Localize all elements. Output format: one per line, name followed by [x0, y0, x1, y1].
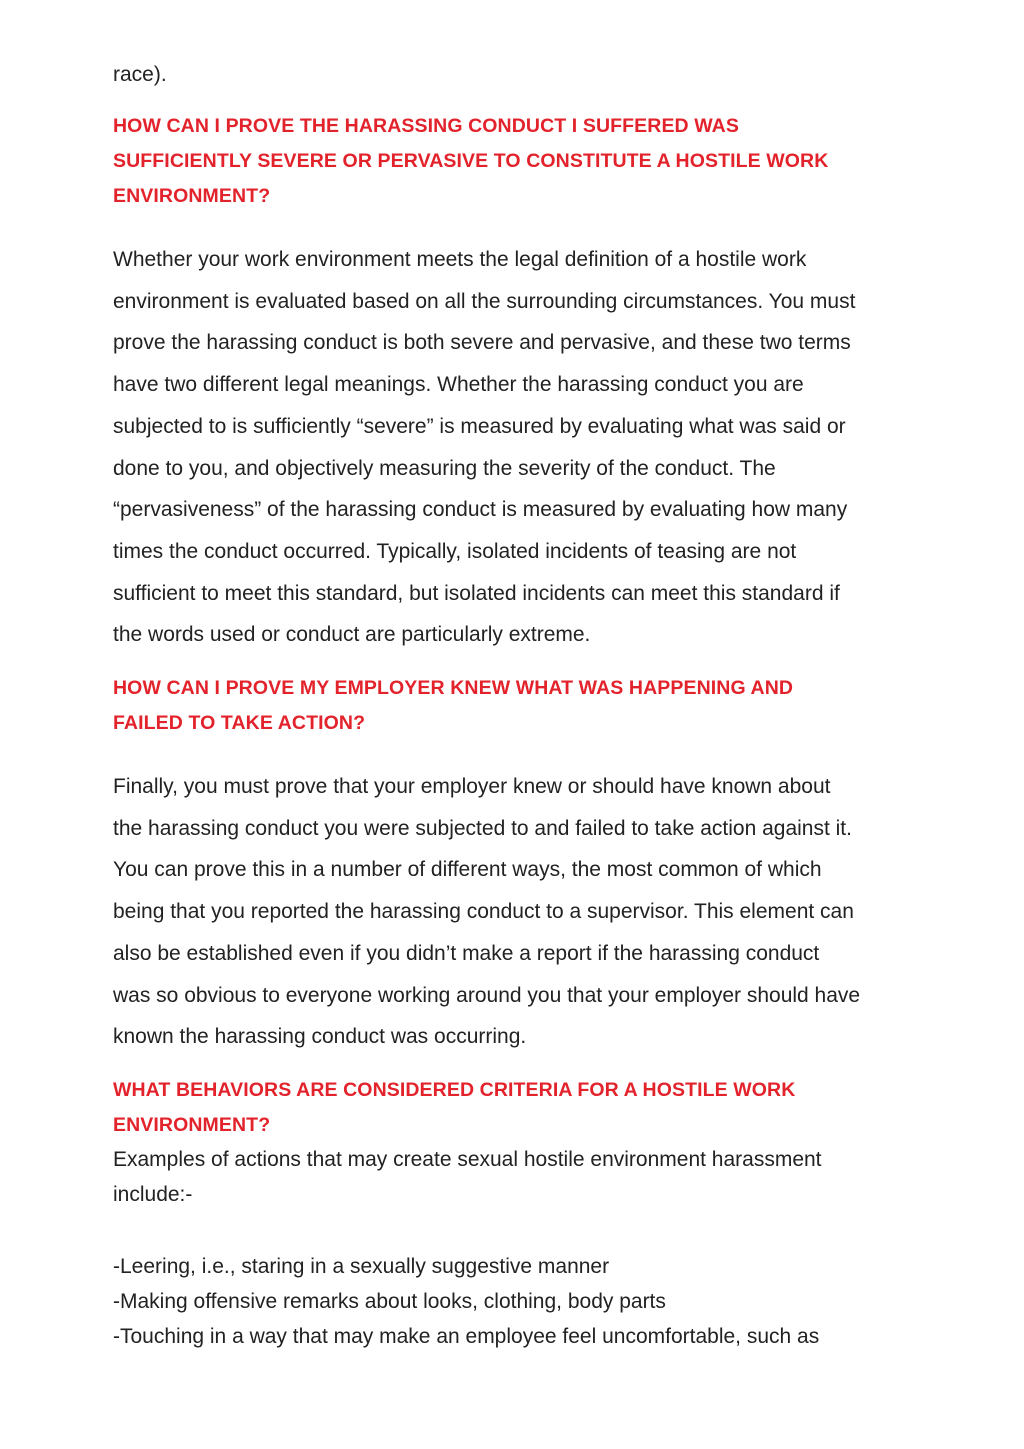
section2-heading-line: HOW CAN I PROVE MY EMPLOYER KNEW WHAT WAS HAPPENING AND: [113, 677, 794, 699]
section2-body-line: being that you reported the harassing conduct to a supervisor. This element can: [113, 900, 854, 924]
section3-list: [113, 1249, 819, 1354]
section3-heading-line: WHAT BEHAVIORS ARE CONSIDERED CRITERIA FOR A HOSTILE WORK: [113, 1079, 796, 1101]
section1-body-line: the words used or conduct are particularly extreme.: [113, 623, 591, 647]
section1-body-line: prove the harassing conduct is both severe and pervasive, and these two terms: [113, 331, 851, 355]
section1-body-line: sufficient to meet this standard, but isolated incidents can meet this standard if: [113, 581, 840, 605]
list-item: -Making offensive remarks about looks, clothing, body parts: [113, 1290, 666, 1313]
section1-body: [113, 239, 855, 656]
section3-intro: [113, 1142, 822, 1212]
section2-body-line: You can prove this in a number of different ways, the most common of which: [113, 858, 822, 882]
intro-fragment: race).: [113, 63, 167, 86]
section3-intro-line: Examples of actions that may create sexual hostile environment harassment: [113, 1148, 822, 1171]
section2-body-line: known the harassing conduct was occurring.: [113, 1025, 527, 1049]
section2-body-line: was so obvious to everyone working around you that your employer should have: [113, 983, 861, 1007]
section1-heading-line: HOW CAN I PROVE THE HARASSING CONDUCT I SUFFERED WAS: [113, 115, 739, 137]
section2-body-line: Finally, you must prove that your employer knew or should have known about: [113, 775, 831, 798]
section2-body-line: the harassing conduct you were subjected to and failed to take action against it.: [113, 816, 852, 840]
section1-body-line: Whether your work environment meets the legal definition of a hostile work: [113, 248, 807, 271]
section2-body: [113, 766, 860, 1058]
section3-heading: [113, 1073, 795, 1143]
section3-intro-line: include:-: [113, 1183, 193, 1206]
section2-heading: [113, 671, 793, 741]
section1-body-line: environment is evaluated based on all the surrounding circumstances. You must: [113, 289, 856, 313]
section1-heading-line: SUFFICIENTLY SEVERE OR PERVASIVE TO CONSTITUTE A HOSTILE WORK: [113, 150, 829, 172]
section1-body-line: done to you, and objectively measuring the severity of the conduct. The: [113, 456, 776, 480]
section2-body-line: also be established even if you didn’t make a report if the harassing conduct: [113, 941, 820, 965]
section1-heading-line: ENVIRONMENT?: [113, 185, 271, 207]
list-item: -Leering, i.e., staring in a sexually suggestive manner: [113, 1255, 610, 1278]
section1-body-line: “pervasiveness” of the harassing conduct is measured by evaluating how many: [113, 498, 848, 522]
section2-heading-line: FAILED TO TAKE ACTION?: [113, 712, 366, 734]
section1-body-line: subjected to is sufficiently “severe” is measured by evaluating what was said or: [113, 414, 846, 438]
section1-body-line: times the conduct occurred. Typically, isolated incidents of teasing are not: [113, 539, 797, 563]
section3-heading-line: ENVIRONMENT?: [113, 1114, 271, 1136]
section1-heading: [113, 109, 828, 214]
section1-body-line: have two different legal meanings. Whether the harassing conduct you are: [113, 373, 804, 397]
list-item: -Touching in a way that may make an employee feel uncomfortable, such as: [113, 1325, 820, 1348]
